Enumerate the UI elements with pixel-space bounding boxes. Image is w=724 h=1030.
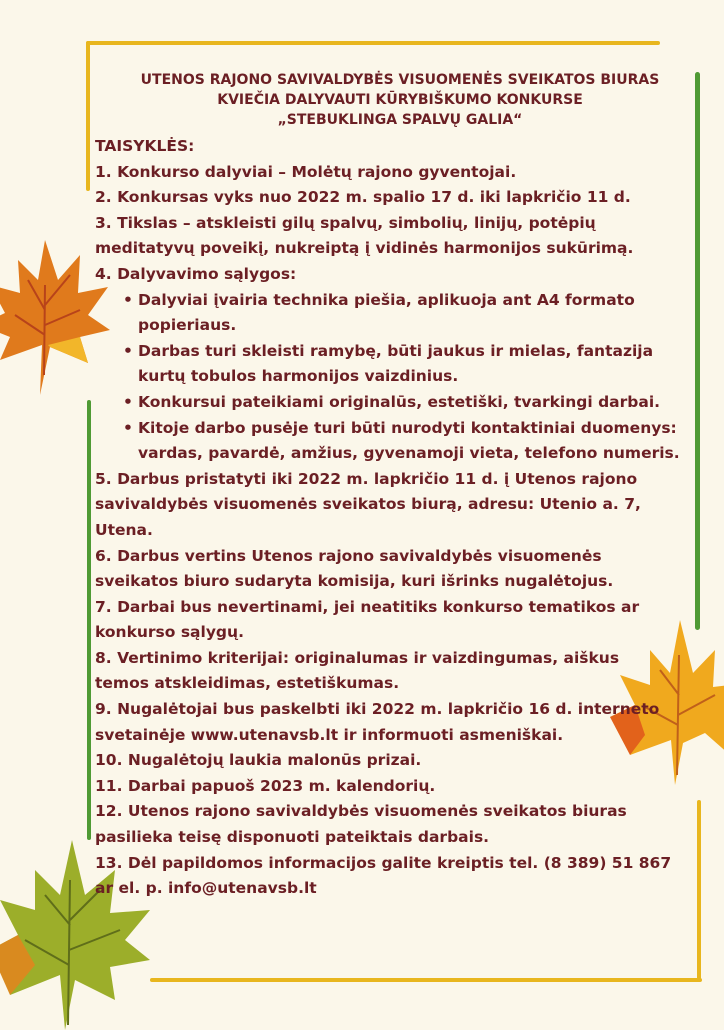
condition-text: popieriaus.: [138, 316, 237, 335]
condition-item: [123, 288, 695, 339]
condition-text: kurtų tobulos harmonijos vaizdinius.: [138, 367, 459, 386]
rules-heading: TAISYKLĖS:: [95, 137, 195, 155]
frame-left-green-line: [87, 400, 91, 840]
rule-line: Utena.: [95, 520, 153, 539]
rule-line: 4. Dalyvavimo sąlygos:: [95, 264, 297, 283]
frame-top-line: [86, 41, 660, 45]
condition-text: vardas, pavardė, amžius, gyvenamoji vieta, telefono numeris.: [138, 444, 680, 463]
condition-text: • Dalyviai įvairia technika piešia, aplikuoja ant A4 formato: [138, 290, 635, 309]
rule-line: meditatyvų poveikį, nukreiptą į vidinės harmonijos sukūrimą.: [95, 239, 634, 258]
title-line: „STEBUKLINGA SPALVŲ GALIA“: [277, 112, 523, 128]
condition-item: [123, 390, 695, 416]
conditions-list: [95, 288, 695, 467]
rule-line: konkurso sąlygų.: [95, 623, 244, 642]
rule-line: savivaldybės visuomenės sveikatos biurą, adresu: Utenio a. 7,: [95, 495, 641, 514]
frame-right-yellow-line: [697, 800, 701, 980]
condition-item: [123, 416, 695, 467]
frame-left-yellow-line: [86, 41, 90, 191]
rule-line: temos atskleidimas, estetiškumas.: [95, 674, 400, 693]
rule-line: 7. Darbai bus nevertinami, jei neatitiks konkurso tematikos ar: [95, 597, 640, 616]
frame-bottom-line: [150, 978, 702, 982]
rule-line: 10. Nugalėtojų laukia malonūs prizai.: [95, 751, 422, 770]
rule-line: 3. Tikslas – atskleisti gilų spalvų, simbolių, linijų, potėpių: [95, 213, 596, 232]
rule-line: 2. Konkursas vyks nuo 2022 m. spalio 17 d. iki lapkričio 11 d.: [95, 188, 631, 207]
condition-text: • Konkursui pateikiami originalūs, estetiški, tvarkingi darbai.: [138, 392, 661, 411]
document-title: [105, 70, 695, 130]
title-line: UTENOS RAJONO SAVIVALDYBĖS VISUOMENĖS SVEIKATOS BIURAS: [140, 72, 660, 88]
rule-line: 11. Darbai papuoš 2023 m. kalendorių.: [95, 776, 436, 795]
frame-right-green-line: [695, 72, 700, 630]
rule-line: 5. Darbus pristatyti iki 2022 m. lapkričio 11 d. į Utenos rajono: [95, 469, 638, 488]
rule-line: 6. Darbus vertins Utenos rajono savivaldybės visuomenės: [95, 546, 602, 565]
condition-text: • Darbas turi skleisti ramybę, būti jaukus ir mielas, fantazija: [138, 341, 654, 360]
invitation-document: [95, 70, 695, 902]
email-link-line[interactable]: ar el. p. info@utenavsb.lt: [95, 879, 317, 898]
website-link-line[interactable]: svetainėje www.utenavsb.lt ir informuoti asmeniškai.: [95, 725, 564, 744]
rule-line: 1. Konkurso dalyviai – Molėtų rajono gyventojai.: [95, 162, 517, 181]
rule-line: sveikatos biuro sudaryta komisija, kuri išrinks nugalėtojus.: [95, 572, 614, 591]
rule-line: 12. Utenos rajono savivaldybės visuomenės sveikatos biuras: [95, 802, 627, 821]
rule-line: 9. Nugalėtojai bus paskelbti iki 2022 m. lapkričio 16 d. interneto: [95, 700, 660, 719]
title-line: KVIEČIA DALYVAUTI KŪRYBIŠKUMO KONKURSE: [217, 92, 583, 108]
rule-line: pasilieka teisę disponuoti pateiktais darbais.: [95, 828, 490, 847]
rule-line: 13. Dėl papildomos informacijos galite kreiptis tel. (8 389) 51 867: [95, 853, 672, 872]
condition-item: [123, 339, 695, 390]
condition-text: • Kitoje darbo pusėje turi būti nurodyti kontaktiniai duomenys:: [138, 418, 677, 437]
rule-line: 8. Vertinimo kriterijai: originalumas ir vaizdingumas, aiškus: [95, 648, 620, 667]
maple-leaf-left-icon: [0, 225, 110, 400]
